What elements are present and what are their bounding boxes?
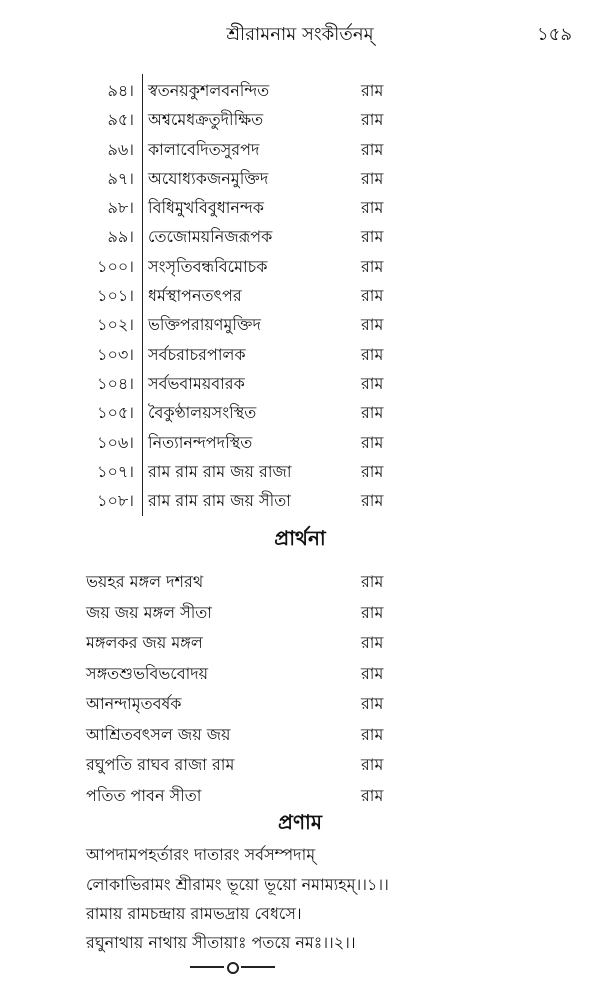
- item-text: সর্বভবাময়বারক: [148, 373, 245, 393]
- item-number: ১০৪।: [97, 373, 134, 393]
- list-item: [0, 250, 600, 279]
- item-text: স্বতনয়কুশলবনন্দিত: [148, 81, 270, 100]
- item-refrain: রাম: [361, 403, 384, 423]
- item-number: ৯৪।: [107, 81, 134, 100]
- item-number: ৯৬।: [107, 139, 134, 159]
- item-number: ৯৮।: [107, 198, 134, 218]
- item-number: ১০৬।: [97, 432, 134, 452]
- list-item: [0, 748, 600, 779]
- page-title: শ্রীরামনাম সংকীর্তনম্: [226, 24, 374, 45]
- end-ornament: [190, 962, 275, 972]
- verse-line: রঘুনাথায় নাথায় সীতায়াঃ পতয়ে নমঃ।।২।।: [86, 933, 356, 952]
- prayer-text: আনন্দামৃতবর্ষক: [86, 694, 182, 713]
- list-item: [0, 687, 600, 718]
- item-text: নিত্যানন্দপদস্থিত: [148, 432, 253, 452]
- page-header: [0, 18, 600, 48]
- list-item: [0, 484, 600, 513]
- prayer-refrain: রাম: [361, 633, 384, 652]
- item-refrain: রাম: [361, 491, 384, 511]
- item-number: ৯৭।: [107, 168, 134, 188]
- list-item: [0, 133, 600, 162]
- item-refrain: রাম: [361, 286, 384, 306]
- page-number: ১৫৯: [536, 24, 572, 45]
- item-refrain: রাম: [361, 344, 384, 364]
- item-refrain: রাম: [361, 373, 384, 393]
- list-item: [0, 74, 600, 103]
- pranam-heading: প্রণাম: [278, 810, 322, 834]
- prayer-text: রঘুপতি রাঘব রাজা রাম: [86, 755, 235, 774]
- item-text: অযোধ্যকজনমুক্তিদ: [148, 168, 269, 188]
- item-text: রাম রাম রাম জয় সীতা: [148, 491, 291, 511]
- item-refrain: রাম: [361, 461, 384, 481]
- list-item: [0, 718, 600, 749]
- item-number: ১০৮।: [97, 491, 134, 511]
- item-number: ১০৫।: [97, 403, 134, 423]
- item-text: রাম রাম রাম জয় রাজা: [148, 461, 292, 481]
- item-refrain: রাম: [361, 432, 384, 452]
- item-text: কালাবেদিতসুরপদ: [148, 139, 260, 159]
- list-item: [0, 426, 600, 455]
- item-number: ১০০।: [97, 256, 134, 276]
- item-number: ১০১।: [97, 286, 134, 306]
- item-text: বিধিমুখবিবুধানন্দক: [148, 198, 264, 218]
- prayer-text: মঙ্গলকর জয় মঙ্গল: [86, 633, 203, 652]
- item-refrain: রাম: [361, 227, 384, 247]
- item-refrain: রাম: [361, 315, 384, 335]
- item-text: সংসৃতিবন্ধবিমোচক: [148, 256, 268, 276]
- name-list: [0, 74, 600, 513]
- list-item: [0, 279, 600, 308]
- list-item: [0, 657, 600, 688]
- list-item: [0, 338, 600, 367]
- item-refrain: রাম: [361, 198, 384, 218]
- prayer-refrain: রাম: [361, 694, 384, 713]
- verse-line: রামায় রামচন্দ্রায় রামভদ্রায় বেধসে।: [86, 904, 302, 923]
- item-text: অশ্বমেধক্রতুদীক্ষিত: [148, 110, 264, 130]
- item-refrain: রাম: [361, 168, 384, 188]
- list-item: [0, 367, 600, 396]
- list-item: [0, 565, 600, 596]
- prayer-text: আশ্রিতবৎসল জয় জয়: [86, 724, 231, 744]
- list-item: [0, 626, 600, 657]
- ornament-line: [190, 966, 224, 968]
- ornament-line: [241, 966, 275, 968]
- list-item: [0, 779, 600, 810]
- prayer-refrain: রাম: [361, 572, 384, 591]
- item-text: ধর্মস্থাপনতৎপর: [148, 286, 242, 306]
- prayer-text: সঙ্গতশুভবিভবোদয়: [86, 663, 209, 683]
- item-number: ৯৯।: [107, 227, 134, 247]
- list-item: [0, 596, 600, 627]
- prayer-text: ভয়হর মঙ্গল দশরথ: [86, 572, 204, 591]
- item-text: বৈকুণ্ঠালয়সংস্থিত: [148, 403, 257, 423]
- prayer-refrain: রাম: [361, 663, 384, 683]
- item-refrain: রাম: [361, 110, 384, 130]
- item-text: তেজোময়নিজরূপক: [148, 227, 273, 247]
- item-number: ১০৩।: [97, 344, 134, 364]
- item-number: ১০২।: [97, 315, 134, 335]
- item-refrain: রাম: [361, 139, 384, 159]
- item-text: ভক্তিপরায়ণমুক্তিদ: [148, 315, 261, 335]
- prayer-refrain: রাম: [361, 755, 384, 774]
- prayer-refrain: রাম: [361, 785, 384, 805]
- verse-line: লোকাভিরামং শ্রীরামং ভূয়ো ভূয়ো নমাম্যহম্।।১।।: [86, 875, 389, 894]
- ornament-circle-icon: [227, 962, 239, 974]
- list-item: [0, 162, 600, 191]
- list-item: [0, 103, 600, 132]
- prayer-text: জয় জয় মঙ্গল সীতা: [86, 602, 212, 622]
- prayer-text: পতিত পাবন সীতা: [86, 785, 202, 805]
- prayer-list: [0, 565, 600, 809]
- list-item: [0, 455, 600, 484]
- item-refrain: রাম: [361, 256, 384, 276]
- prayer-refrain: রাম: [361, 602, 384, 622]
- list-item: [0, 220, 600, 249]
- item-number: ৯৫।: [107, 110, 134, 130]
- verse-line: আপদামপহর্তারং দাতারং সর্বসম্পদাম্: [86, 845, 316, 864]
- prayer-refrain: রাম: [361, 724, 384, 744]
- item-text: সর্বচরাচরপালক: [148, 344, 246, 364]
- prayer-heading: প্রার্থনা: [274, 526, 326, 550]
- item-number: ১০৭।: [97, 461, 134, 481]
- list-item: [0, 191, 600, 220]
- item-refrain: রাম: [361, 81, 384, 100]
- list-item: [0, 396, 600, 425]
- list-item: [0, 308, 600, 337]
